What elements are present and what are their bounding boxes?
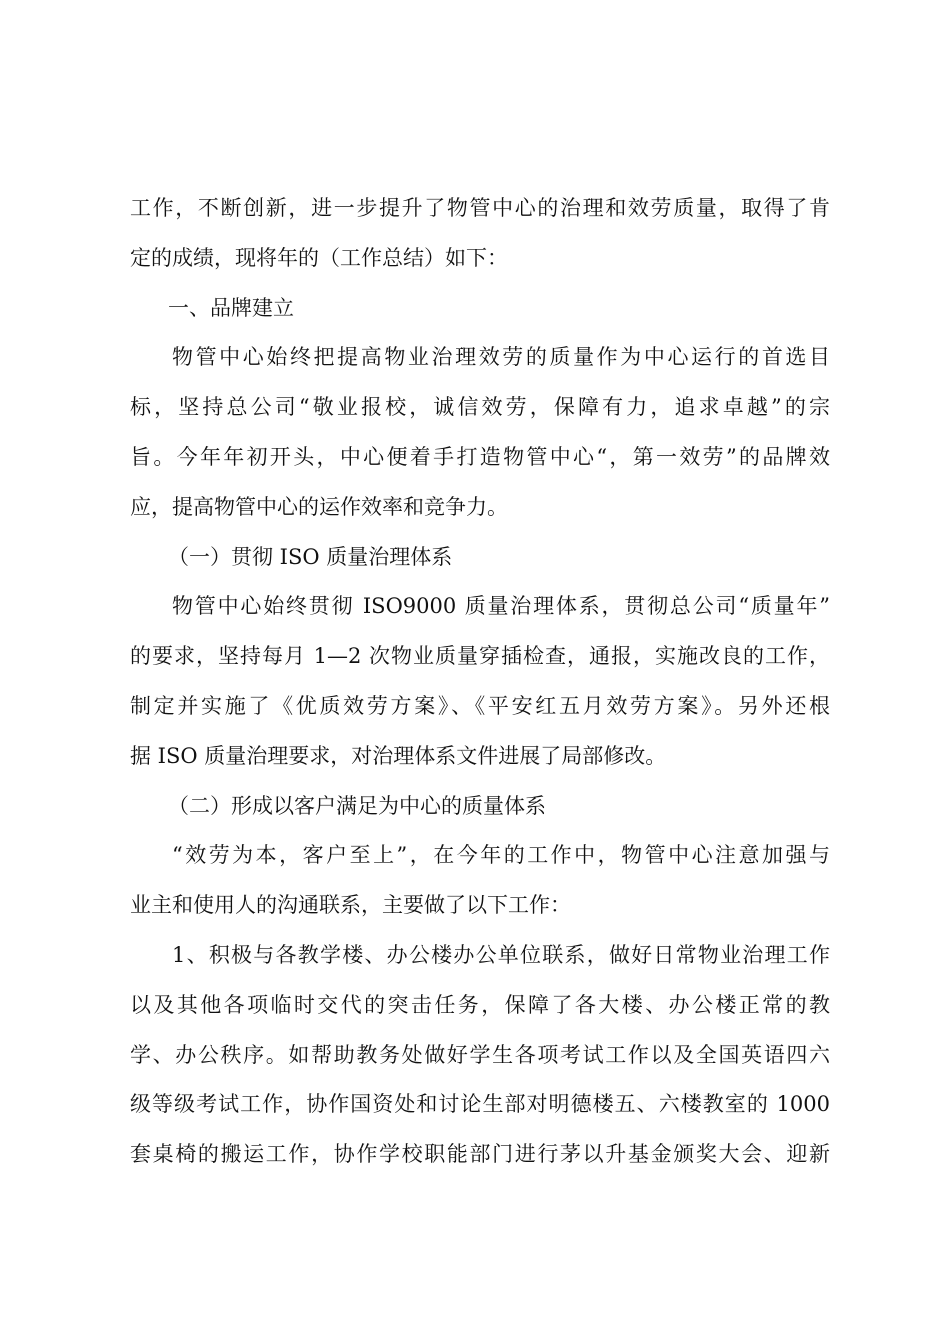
subsection-heading: （一）贯彻 ISO 质量治理体系 (168, 544, 453, 569)
paragraph-line: 工作，不断创新，进一步提升了物管中心的治理和效劳质量，取得了肯 (130, 196, 830, 220)
paragraph-line: “效劳为本，客户至上”，在今年的工作中，物管中心注意加强与 (172, 843, 830, 868)
paragraph-line: 标，坚持总公司“敬业报校，诚信效劳，保障有力，追求卓越”的宗 (130, 395, 830, 420)
paragraph-line: 物管中心始终贯彻 ISO9000 质量治理体系，贯彻总公司“质量年” (172, 594, 830, 619)
paragraph-line: 学、办公秩序。如帮助教务处做好学生各项考试工作以及全国英语四六 (130, 1042, 830, 1067)
paragraph-line: 1、积极与各教学楼、办公楼办公单位联系，做好日常物业治理工作 (172, 942, 830, 967)
subsection-heading: （二）形成以客户满足为中心的质量体系 (168, 793, 546, 818)
paragraph-line: 定的成绩，现将年的（工作总结）如下： (130, 245, 508, 270)
paragraph-line: 据 ISO 质量治理要求，对治理体系文件进展了局部修改。 (130, 743, 667, 768)
document-body (130, 184, 830, 1180)
paragraph-line: 制定并实施了《优质效劳方案》、《平安红五月效劳方案》。另外还根 (130, 693, 830, 718)
paragraph-line: 旨。今年年初开头，中心便着手打造物管中心“，第一效劳”的品牌效 (130, 444, 830, 469)
paragraph-line: 业主和使用人的沟通联系，主要做了以下工作： (130, 893, 571, 918)
paragraph-line: 的要求，坚持每月 1—2 次物业质量穿插检查，通报，实施改良的工作， (130, 644, 830, 669)
paragraph-line: 以及其他各项临时交代的突击任务，保障了各大楼、办公楼正常的教 (130, 992, 830, 1017)
paragraph-line: 应，提高物管中心的运作效率和竞争力。 (130, 494, 508, 519)
paragraph-line: 套桌椅的搬运工作，协作学校职能部门进行茅以升基金颁奖大会、迎新 (130, 1142, 830, 1167)
paragraph-line: 物管中心始终把提高物业治理效劳的质量作为中心运行的首选目 (172, 345, 830, 370)
paragraph-line: 级等级考试工作，协作国资处和讨论生部对明德楼五、六楼教室的 1000 (130, 1092, 830, 1117)
section-heading: 一、品牌建立 (168, 295, 294, 320)
